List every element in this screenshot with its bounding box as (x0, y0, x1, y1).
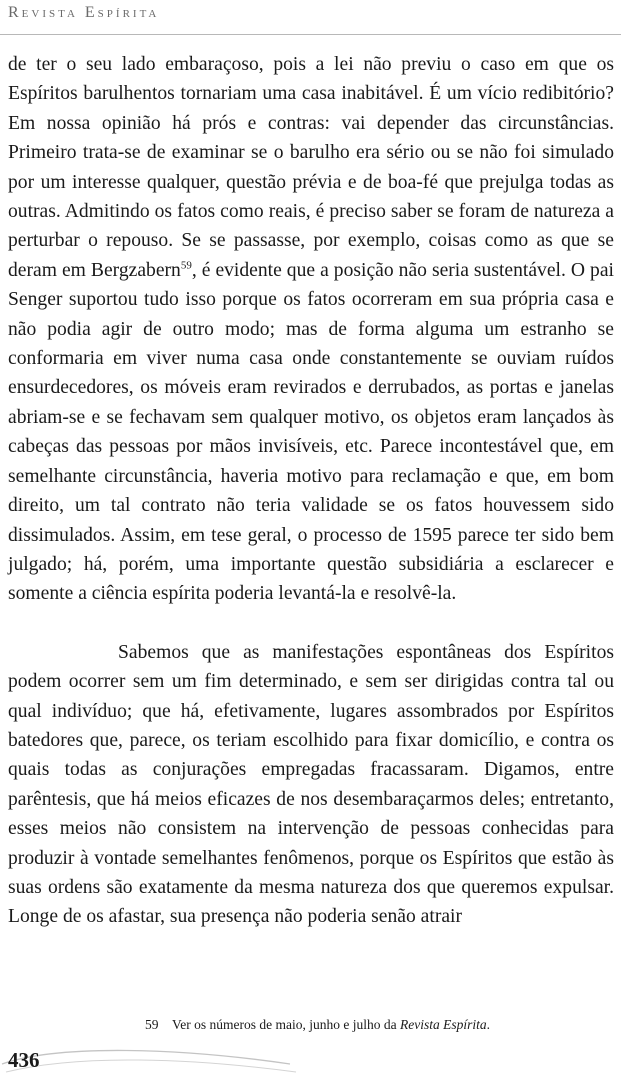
footnote-number: 59 (145, 1017, 159, 1032)
footnote-source: Revista Espírita (399, 1017, 487, 1032)
page-number: 436 (8, 1048, 40, 1072)
footnote (145, 1017, 490, 1033)
footnote-reference[interactable]: 59 (180, 259, 192, 272)
footnote-end: . (486, 1017, 490, 1032)
body-text (8, 50, 614, 932)
paragraph-1-text-a: de ter o seu lado embaraçoso, pois a lei não previu o caso em que os Espíritos barulhentos tornariam uma casa inabitável. É um vício redibitório? Em nossa opinião há prós e contras: vai depender das circunstâncias. Primeiro trata-se de examinar se o barulho era sério ou se não foi simulado por um interesse qualquer, questão prévia e de boa-fé que prejulga todas as outras. Admitindo os fatos como reais, é preciso saber se foram de natureza a perturbar o repouso. Se se passasse, por exemplo, coisas como as que se deram em Bergzabern (8, 54, 614, 281)
paragraph-1-text-b: , é evidente que a posição não seria sustentável. O pai Senger suportou tudo isso porque os fatos ocorreram em sua própria casa e não podia agir de outro modo; mas de forma alguma um estranho se conformaria em viver numa casa onde constantemente se ouviam ruídos ensurdecedores, os móveis eram revirados e derrubados, as portas e janelas abriam-se e se fechavam sem qualquer motivo, os objetos eram lançados às cabeças das pessoas por mãos invisíveis, etc. Parece incontestável que, em semelhante circunstância, haveria motivo para reclamação e que, em bom direito, um tal contrato não teria validade se os fatos houvessem sido dissimulados. Assim, em tese geral, o processo de 1595 parece ter sido bem julgado; há, porém, uma importante questão subsidiária a esclarecer e somente a ciência espírita poderia levantá-la e resolvê-la. (8, 259, 614, 605)
paragraph-2: Sabemos que as manifestações espontâneas dos Espíritos podem ocorrer sem um fim determinado, e sem ser dirigidas contra tal ou qual indivíduo; que há, efetivamente, lugares assombrados por Espíritos batedores que, parece, os teriam escolhido para fixar domicílio, e contra os quais todas as conjurações empregadas fracassaram. Digamos, entre parêntesis, que há meios eficazes de nos desembaraçarmos deles; entretanto, esses meios não consistem na intervenção de pessoas conhecidas para produzir à vontade semelhantes fenômenos, porque os Espíritos que estão às suas ordens são exatamente da mesma natureza dos que queremos expulsar. Longe de os afastar, sua presença não poderia senão atrair (8, 641, 614, 928)
paragraph-1 (8, 50, 614, 609)
running-header: Revista Espírita (8, 4, 160, 21)
footnote-text: Ver os números de maio, junho e julho da (172, 1017, 400, 1032)
page-swoosh-ornament (0, 1042, 300, 1078)
header-rule (0, 34, 621, 35)
